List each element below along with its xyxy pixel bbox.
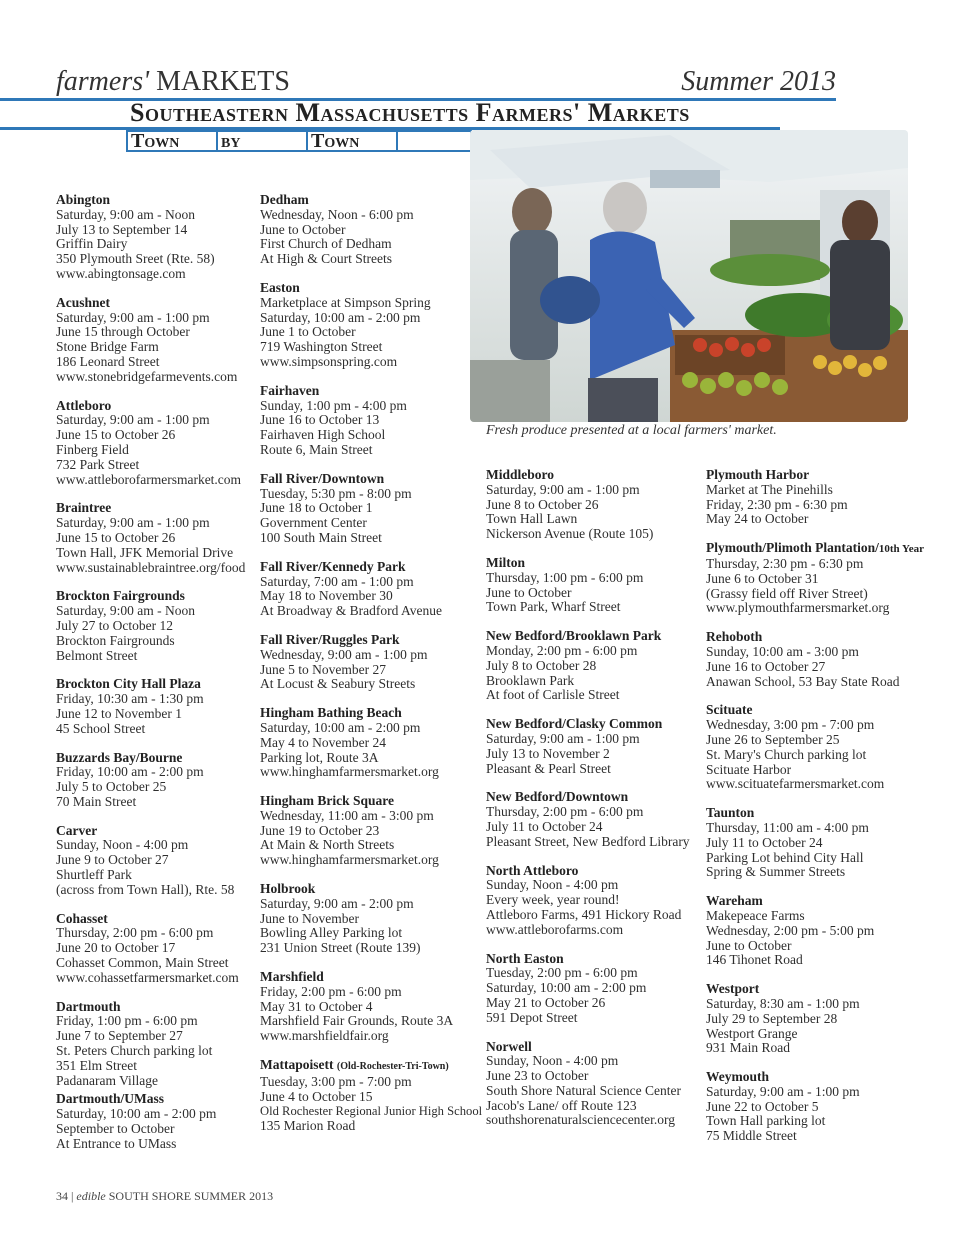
market-detail: At Broadway & Bradford Avenue [260, 603, 442, 619]
market-name: Braintree [56, 500, 112, 516]
market-detail: July 5 to October 25 [56, 779, 167, 795]
market-detail: June 4 to October 15 [260, 1088, 373, 1104]
market-entry [260, 794, 475, 868]
market-detail: Friday, 2:00 pm - 6:00 pm [260, 983, 402, 999]
market-entry [260, 706, 475, 780]
market-detail: Saturday, 7:00 am - 1:00 pm [260, 573, 414, 589]
market-detail: Saturday, 8:30 am - 1:00 pm [706, 995, 860, 1011]
market-entry [706, 468, 946, 527]
market-detail: June to October [486, 584, 572, 600]
market-entry [486, 717, 701, 776]
market-detail: 45 School Street [56, 720, 146, 736]
market-name: Westport [706, 981, 760, 997]
market-detail: June 7 to September 27 [56, 1028, 183, 1044]
market-detail: At foot of Carlisle Street [486, 687, 620, 703]
market-detail: May 4 to November 24 [260, 734, 386, 750]
market-name: Plymouth Harbor [706, 467, 810, 482]
market-name: Fairhaven [260, 382, 320, 398]
market-name: Brockton Fairgrounds [56, 588, 185, 604]
market-detail: June 16 to October 13 [260, 412, 380, 428]
town-label-2: Town [306, 130, 398, 152]
market-detail: 75 Middle Street [706, 1128, 797, 1144]
market-detail: Sunday, Noon - 4:00 pm [486, 877, 619, 893]
town-label-1: Town [126, 130, 218, 152]
publication-brand: edible [76, 1189, 106, 1203]
market-detail: July 27 to October 12 [56, 617, 173, 633]
market-detail: Wednesday, Noon - 6:00 pm [260, 206, 414, 222]
market-entry [486, 952, 701, 1026]
market-detail: Griffin Dairy [56, 236, 128, 252]
market-detail: 931 Main Road [706, 1040, 790, 1056]
market-website: www.attleborofarms.com [486, 921, 624, 937]
market-name: Abington [56, 192, 111, 207]
market-name: Acushnet [56, 294, 111, 310]
market-name: Dartmouth [56, 998, 121, 1014]
market-detail: Town Hall Lawn [486, 511, 578, 527]
market-name: New Bedford/Downtown [486, 789, 629, 805]
market-entry [706, 703, 946, 792]
market-name: Dedham [260, 192, 309, 207]
market-detail: (across from Town Hall), Rte. 58 [56, 881, 235, 897]
market-detail: Sunday, Noon - 4:00 pm [56, 837, 189, 853]
market-name: Hingham Brick Square [260, 793, 395, 809]
market-detail: 351 Elm Street [56, 1057, 137, 1073]
market-detail: Westport Grange [706, 1025, 798, 1041]
page-title: Southeastern Massachusetts Farmers' Markets [130, 98, 690, 127]
market-detail: 231 Union Street (Route 139) [260, 940, 421, 956]
market-detail: Belmont Street [56, 647, 138, 663]
market-entry [260, 560, 475, 619]
market-detail: Saturday, 10:00 am - 2:00 pm [260, 719, 421, 735]
market-detail: July 8 to October 28 [486, 657, 597, 673]
market-website: www.stonebridgefarmevents.com [56, 368, 238, 384]
market-detail: 186 Leonard Street [56, 353, 160, 369]
market-website: www.sustainablebraintree.org/food [56, 559, 246, 575]
market-name: Rehoboth [706, 629, 763, 645]
market-detail: July 13 to September 14 [56, 221, 188, 237]
market-detail: Saturday, 9:00 am - 1:00 pm [56, 515, 210, 531]
market-detail: June 9 to October 27 [56, 852, 169, 868]
market-detail: Friday, 2:30 pm - 6:30 pm [706, 496, 848, 512]
market-detail: June 6 to October 31 [706, 570, 819, 586]
market-entry [56, 1092, 256, 1151]
market-detail: 719 Washington Street [260, 339, 383, 355]
photo-caption: Fresh produce presented at a local farmers' market. [486, 423, 777, 438]
market-detail: Scituate Harbor [706, 761, 792, 777]
market-detail: Route 6, Main Street [260, 441, 373, 457]
market-detail: Sunday, 1:00 pm - 4:00 pm [260, 397, 407, 413]
market-detail: June to October [706, 937, 792, 953]
market-detail: 350 Plymouth Sreet (Rte. 58) [56, 251, 215, 267]
market-detail: Monday, 2:00 pm - 6:00 pm [486, 642, 638, 658]
market-detail: Spring & Summer Streets [706, 864, 846, 880]
market-name: Easton [260, 279, 300, 295]
market-detail: Thursday, 1:00 pm - 6:00 pm [486, 569, 644, 585]
market-entry [706, 1070, 946, 1144]
market-detail: June to November [260, 910, 359, 926]
market-detail: Saturday, 9:00 am - 1:00 pm [56, 309, 210, 325]
market-name: Hingham Bathing Beach [260, 705, 402, 721]
by-label: by [216, 130, 308, 152]
footer-separator: | [71, 1189, 74, 1203]
market-detail: Marketplace at Simpson Spring [260, 294, 431, 310]
market-detail: First Church of Dedham [260, 236, 392, 252]
market-name-note: 10th Year [878, 543, 925, 556]
market-website: www.marshfieldfair.org [260, 1028, 389, 1044]
market-name: Scituate [706, 702, 753, 718]
market-entry [706, 806, 946, 880]
market-detail: At Locust & Seabury Streets [260, 676, 416, 692]
market-detail: Saturday, 9:00 am - 1:00 pm [706, 1083, 860, 1099]
market-entry [260, 633, 475, 692]
market-name: Milton [486, 554, 525, 570]
market-detail: Thursday, 11:00 am - 4:00 pm [706, 819, 869, 835]
market-detail: 135 Marion Road [260, 1118, 356, 1134]
market-website: www.hinghamfarmersmarket.org [260, 852, 439, 868]
section-label [56, 64, 290, 100]
market-detail: Town Hall parking lot [706, 1113, 826, 1129]
market-name-text: Mattapoisett [260, 1057, 334, 1073]
market-detail: June 22 to October 5 [706, 1098, 819, 1114]
page-footer [56, 1189, 273, 1204]
market-website: www.hinghamfarmersmarket.org [260, 764, 439, 780]
market-detail: Friday, 1:00 pm - 6:00 pm [56, 1013, 198, 1029]
market-detail: May 31 to October 4 [260, 998, 373, 1014]
market-detail: Friday, 10:30 am - 1:30 pm [56, 691, 204, 707]
market-detail: June 19 to October 23 [260, 822, 380, 838]
market-detail: June 15 through October [56, 324, 190, 340]
market-name: Weymouth [706, 1069, 770, 1085]
market-detail: 70 Main Street [56, 793, 137, 809]
market-detail: July 13 to November 2 [486, 745, 610, 761]
market-detail: Sunday, Noon - 4:00 pm [486, 1053, 619, 1069]
market-detail: Wednesday, 11:00 am - 3:00 pm [260, 807, 434, 823]
market-detail: Saturday, 9:00 am - 2:00 pm [260, 895, 414, 911]
market-detail: South Shore Natural Science Center [486, 1082, 681, 1098]
market-detail: Town Park, Wharf Street [486, 599, 621, 615]
market-detail: Saturday, 9:00 am - 1:00 pm [486, 730, 640, 746]
market-entry [56, 399, 256, 488]
market-entry [260, 193, 475, 267]
market-detail: Saturday, 10:00 am - 2:00 pm [56, 1106, 217, 1122]
market-entry [56, 296, 256, 385]
market-detail: St. Mary's Church parking lot [706, 746, 867, 762]
market-entry [486, 556, 701, 615]
market-detail: Shurtleff Park [56, 867, 132, 883]
market-entry [706, 541, 946, 616]
market-column-1 [56, 193, 256, 1166]
market-website: www.abingtonsage.com [56, 265, 186, 281]
market-detail: Friday, 10:00 am - 2:00 pm [56, 764, 204, 780]
market-detail: Thursday, 2:30 pm - 6:30 pm [706, 555, 864, 571]
market-detail: Saturday, 10:00 am - 2:00 pm [260, 309, 421, 325]
market-detail: May 24 to October [706, 511, 809, 527]
market-detail: June 1 to October [260, 324, 356, 340]
market-name: North Easton [486, 950, 564, 966]
market-entry [260, 384, 475, 458]
market-detail: Pleasant Street, New Bedford Library [486, 833, 690, 849]
market-detail: June 8 to October 26 [486, 496, 599, 512]
market-name: Holbrook [260, 881, 316, 897]
market-name: Brockton City Hall Plaza [56, 676, 201, 692]
market-detail: June 23 to October [486, 1068, 589, 1084]
market-name [260, 1058, 475, 1075]
market-detail: Parking Lot behind City Hall [706, 849, 864, 865]
market-entry [486, 1040, 701, 1129]
market-detail: Government Center [260, 515, 367, 531]
market-name: North Attleboro [486, 862, 579, 878]
market-detail: Fairhaven High School [260, 427, 386, 443]
market-detail: Attleboro Farms, 491 Hickory Road [486, 906, 682, 922]
market-detail: Old Rochester Regional Junior High School [260, 1104, 483, 1119]
market-website: www.simpsonspring.com [260, 353, 398, 369]
market-website: www.scituatefarmersmarket.com [706, 776, 885, 792]
market-detail: 732 Park Street [56, 456, 140, 472]
market-entry [706, 982, 946, 1056]
market-detail: Saturday, 9:00 am - Noon [56, 206, 195, 222]
market-detail: Wednesday, 2:00 pm - 5:00 pm [706, 922, 875, 938]
market-entry [260, 1057, 483, 1134]
market-name: Fall River/Kennedy Park [260, 558, 406, 574]
market-entry [260, 970, 475, 1044]
market-detail: May 21 to October 26 [486, 994, 606, 1010]
market-entry [706, 630, 946, 689]
market-detail: 591 Depot Street [486, 1009, 578, 1025]
market-entry [260, 472, 475, 546]
market-name: Middleboro [486, 467, 555, 482]
market-detail: Sunday, 10:00 am - 3:00 pm [706, 643, 859, 659]
market-detail: Padanaram Village [56, 1072, 159, 1088]
market-detail: June 26 to September 25 [706, 731, 840, 747]
market-detail: Pleasant & Pearl Street [486, 760, 611, 776]
market-detail: At Entrance to UMass [56, 1135, 177, 1151]
page-number: 34 [56, 1189, 68, 1203]
market-detail: Stone Bridge Farm [56, 339, 159, 355]
market-entry [260, 882, 475, 956]
market-detail: June 12 to November 1 [56, 705, 182, 721]
market-entry [260, 281, 475, 370]
market-detail: Marshfield Fair Grounds, Route 3A [260, 1013, 454, 1029]
market-name: Carver [56, 822, 98, 838]
market-detail: Parking lot, Route 3A [260, 749, 379, 765]
market-name: Attleboro [56, 397, 112, 413]
market-detail: 146 Tihonet Road [706, 952, 803, 968]
market-detail: Brooklawn Park [486, 672, 575, 688]
market-detail: At High & Court Streets [260, 251, 392, 267]
market-detail: Tuesday, 3:00 pm - 7:00 pm [260, 1073, 412, 1089]
market-detail: Nickerson Avenue (Route 105) [486, 526, 654, 542]
market-name: Wareham [706, 893, 763, 909]
market-name-text: Plymouth/Plimoth Plantation/ [706, 540, 879, 556]
market-detail: (Grassy field off River Street) [706, 585, 868, 601]
market-detail: Tuesday, 2:00 pm - 6:00 pm [486, 965, 638, 981]
market-detail: June 20 to October 17 [56, 940, 176, 956]
market-detail: Tuesday, 5:30 pm - 8:00 pm [260, 485, 412, 501]
market-detail: Anawan School, 53 Bay State Road [706, 673, 900, 689]
market-entry [706, 894, 946, 968]
market-column-3 [486, 468, 701, 1142]
market-photo [470, 130, 908, 422]
market-entry [56, 824, 256, 898]
market-name: New Bedford/Brooklawn Park [486, 628, 662, 644]
market-detail: Saturday, 9:00 am - 1:00 pm [56, 412, 210, 428]
market-name: Cohasset [56, 910, 108, 926]
market-detail: Wednesday, 9:00 am - 1:00 pm [260, 646, 428, 662]
market-entry [486, 864, 701, 938]
market-entry [56, 589, 256, 663]
market-detail: Bowling Alley Parking lot [260, 925, 403, 941]
market-name: Norwell [486, 1038, 532, 1054]
section-label-small: farmers' [56, 66, 150, 97]
market-detail: Thursday, 2:00 pm - 6:00 pm [56, 925, 214, 941]
market-detail: Every week, year round! [486, 892, 620, 908]
section-label-big: MARKETS [156, 66, 290, 97]
market-detail: Saturday, 9:00 am - Noon [56, 603, 195, 619]
market-detail: Finberg Field [56, 441, 129, 457]
market-detail: At Main & North Streets [260, 837, 395, 853]
market-detail: June 16 to October 27 [706, 658, 826, 674]
market-entry [56, 501, 256, 575]
market-name: Buzzards Bay/Bourne [56, 749, 183, 765]
market-detail: September to October [56, 1121, 175, 1137]
market-column-2 [260, 192, 483, 1148]
market-detail: Jacob's Lane/ off Route 123 [486, 1097, 637, 1113]
market-detail: June 15 to October 26 [56, 529, 176, 545]
issue-label: Summer 2013 [681, 66, 836, 97]
market-name: Dartmouth/UMass [56, 1091, 164, 1107]
market-name [706, 541, 946, 557]
market-website: southshorenaturalsciencecenter.org [486, 1112, 676, 1128]
market-name: Fall River/Ruggles Park [260, 631, 400, 647]
market-detail: Town Hall, JFK Memorial Drive [56, 544, 234, 560]
market-name-note: (Old-Rochester-Tri-Town) [336, 1061, 449, 1073]
market-entry [486, 629, 701, 703]
market-entry [56, 677, 256, 736]
publication-issue: SOUTH SHORE SUMMER 2013 [108, 1189, 274, 1203]
town-box-empty [396, 130, 472, 152]
market-photo-illustration [470, 130, 908, 422]
market-website: www.cohassetfarmersmarket.com [56, 969, 239, 985]
market-detail: Wednesday, 3:00 pm - 7:00 pm [706, 717, 875, 733]
market-detail: June 18 to October 1 [260, 500, 373, 516]
market-detail: July 11 to October 24 [486, 818, 603, 834]
market-detail: Market at The Pinehills [706, 481, 833, 497]
market-detail: Cohasset Common, Main Street [56, 955, 229, 971]
market-entry [56, 751, 256, 810]
market-detail: June 15 to October 26 [56, 427, 176, 443]
market-entry [56, 193, 256, 282]
market-name: Marshfield [260, 969, 324, 985]
market-entry [486, 468, 701, 542]
market-name: Taunton [706, 805, 755, 821]
market-detail: July 11 to October 24 [706, 834, 823, 850]
market-website: www.plymouthfarmersmarket.org [706, 600, 890, 616]
market-detail: 100 South Main Street [260, 529, 382, 545]
market-website: www.attleborofarmersmarket.com [56, 471, 242, 487]
market-detail: Brockton Fairgrounds [56, 632, 175, 648]
market-detail: Saturday, 9:00 am - 1:00 pm [486, 481, 640, 497]
market-column-4 [706, 468, 946, 1158]
market-detail: Saturday, 10:00 am - 2:00 pm [486, 980, 647, 996]
market-detail: May 18 to November 30 [260, 588, 393, 604]
market-name: New Bedford/Clasky Common [486, 716, 663, 732]
market-entry [56, 912, 256, 986]
market-detail: St. Peters Church parking lot [56, 1043, 213, 1059]
market-name: Fall River/Downtown [260, 470, 385, 486]
market-entry [486, 790, 701, 849]
market-detail: Thursday, 2:00 pm - 6:00 pm [486, 804, 644, 820]
market-detail: June 5 to November 27 [260, 661, 386, 677]
market-entry [56, 1000, 256, 1089]
market-detail: July 29 to September 28 [706, 1010, 838, 1026]
market-detail: June to October [260, 221, 346, 237]
market-detail: Makepeace Farms [706, 907, 805, 923]
